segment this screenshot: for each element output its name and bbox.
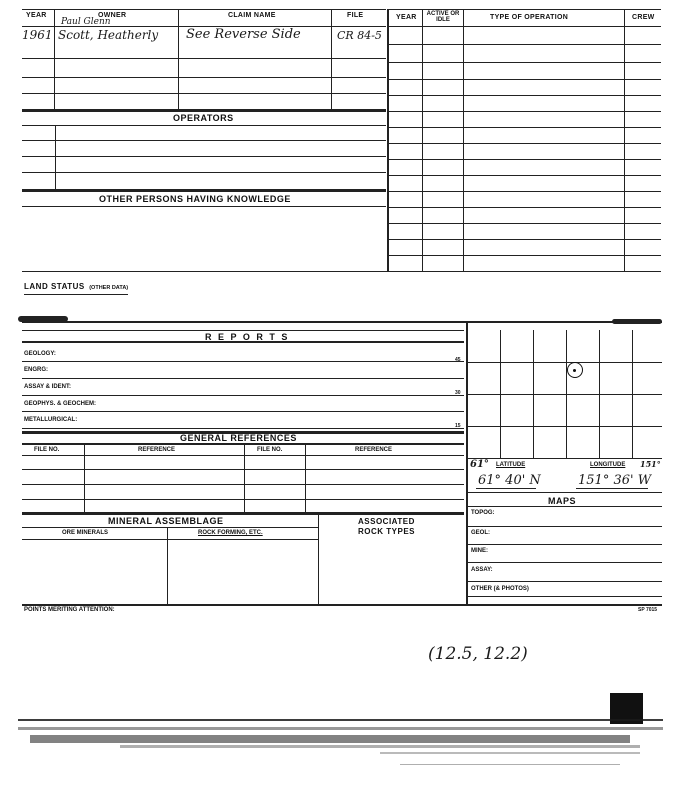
mineral-assemblage-title: MINERAL ASSEMBLAGE xyxy=(108,516,224,526)
report-num-30: 30 xyxy=(455,390,461,396)
location-marker-dot xyxy=(573,369,576,372)
ref-reference-2: REFERENCE xyxy=(355,447,393,453)
ops-year-header: YEAR xyxy=(396,14,417,21)
map-assay: ASSAY: xyxy=(471,567,493,573)
crew-header: CREW xyxy=(632,14,655,21)
ref-file-no-1: FILE NO. xyxy=(34,447,60,453)
report-num-45: 45 xyxy=(455,357,461,363)
owner-header: OWNER xyxy=(98,12,127,19)
report-num-15: 15 xyxy=(455,423,461,429)
latitude-value: 61° 40' N xyxy=(478,473,541,488)
entry-claim-name: See Reverse Side xyxy=(186,27,301,42)
rock-forming-header: ROCK FORMING, ETC. xyxy=(198,530,263,536)
claim-name-header: CLAIM NAME xyxy=(228,12,276,19)
associated-label: ASSOCIATED xyxy=(358,517,415,526)
report-engrg: ENGRG: xyxy=(24,367,48,373)
year-header: YEAR xyxy=(26,12,47,19)
active-idle-header: ACTIVE OR IDLE xyxy=(426,11,460,23)
longitude-value: 151° 36' W xyxy=(578,473,652,488)
scan-edge-band xyxy=(30,735,630,743)
scan-edge-line xyxy=(18,719,663,721)
ref-reference-1: REFERENCE xyxy=(138,447,176,453)
report-metallurgical: METALLURGICAL: xyxy=(24,417,78,423)
entry-year: 1961 xyxy=(22,28,53,42)
longitude-label: LONGITUDE xyxy=(590,462,626,468)
long-degree-label: 151° xyxy=(640,459,661,469)
map-topog: TOPOG: xyxy=(471,510,495,516)
coordinates-note: (12.5, 12.2) xyxy=(428,644,528,664)
reports-title: R E P O R T S xyxy=(205,332,290,342)
entry-owner: Scott, Heatherly xyxy=(58,28,159,42)
land-status-label: LAND STATUS (OTHER DATA) xyxy=(24,276,128,295)
report-assay: ASSAY & IDENT: xyxy=(24,384,72,390)
latitude-label: LATITUDE xyxy=(496,462,526,468)
rock-types-label: ROCK TYPES xyxy=(358,527,416,536)
map-other: OTHER (& PHOTOS) xyxy=(471,586,529,592)
owner-annotation: Paul Glenn xyxy=(61,17,111,27)
general-references-title: GENERAL REFERENCES xyxy=(180,433,297,443)
operators-label: OPERATORS xyxy=(173,113,234,123)
lat-degree-label: 61° xyxy=(470,459,489,470)
ref-file-no-2: FILE NO. xyxy=(257,447,283,453)
report-geophys: GEOPHYS. & GEOCHEM: xyxy=(24,401,97,407)
points-meriting-label: POINTS MERITING ATTENTION: xyxy=(24,607,115,613)
map-geol: GEOL: xyxy=(471,530,490,536)
map-mine: MINE: xyxy=(471,548,488,554)
maps-title: MAPS xyxy=(548,496,577,506)
report-geology: GEOLOGY: xyxy=(24,351,56,357)
type-of-operation-header: TYPE OF OPERATION xyxy=(490,14,569,21)
form-number: SP 7015 xyxy=(638,607,658,613)
other-persons-label: OTHER PERSONS HAVING KNOWLEDGE xyxy=(99,194,291,204)
entry-file: CR 84-5 xyxy=(337,29,382,42)
file-header: FILE xyxy=(347,12,364,19)
ore-minerals-header: ORE MINERALS xyxy=(62,530,109,536)
